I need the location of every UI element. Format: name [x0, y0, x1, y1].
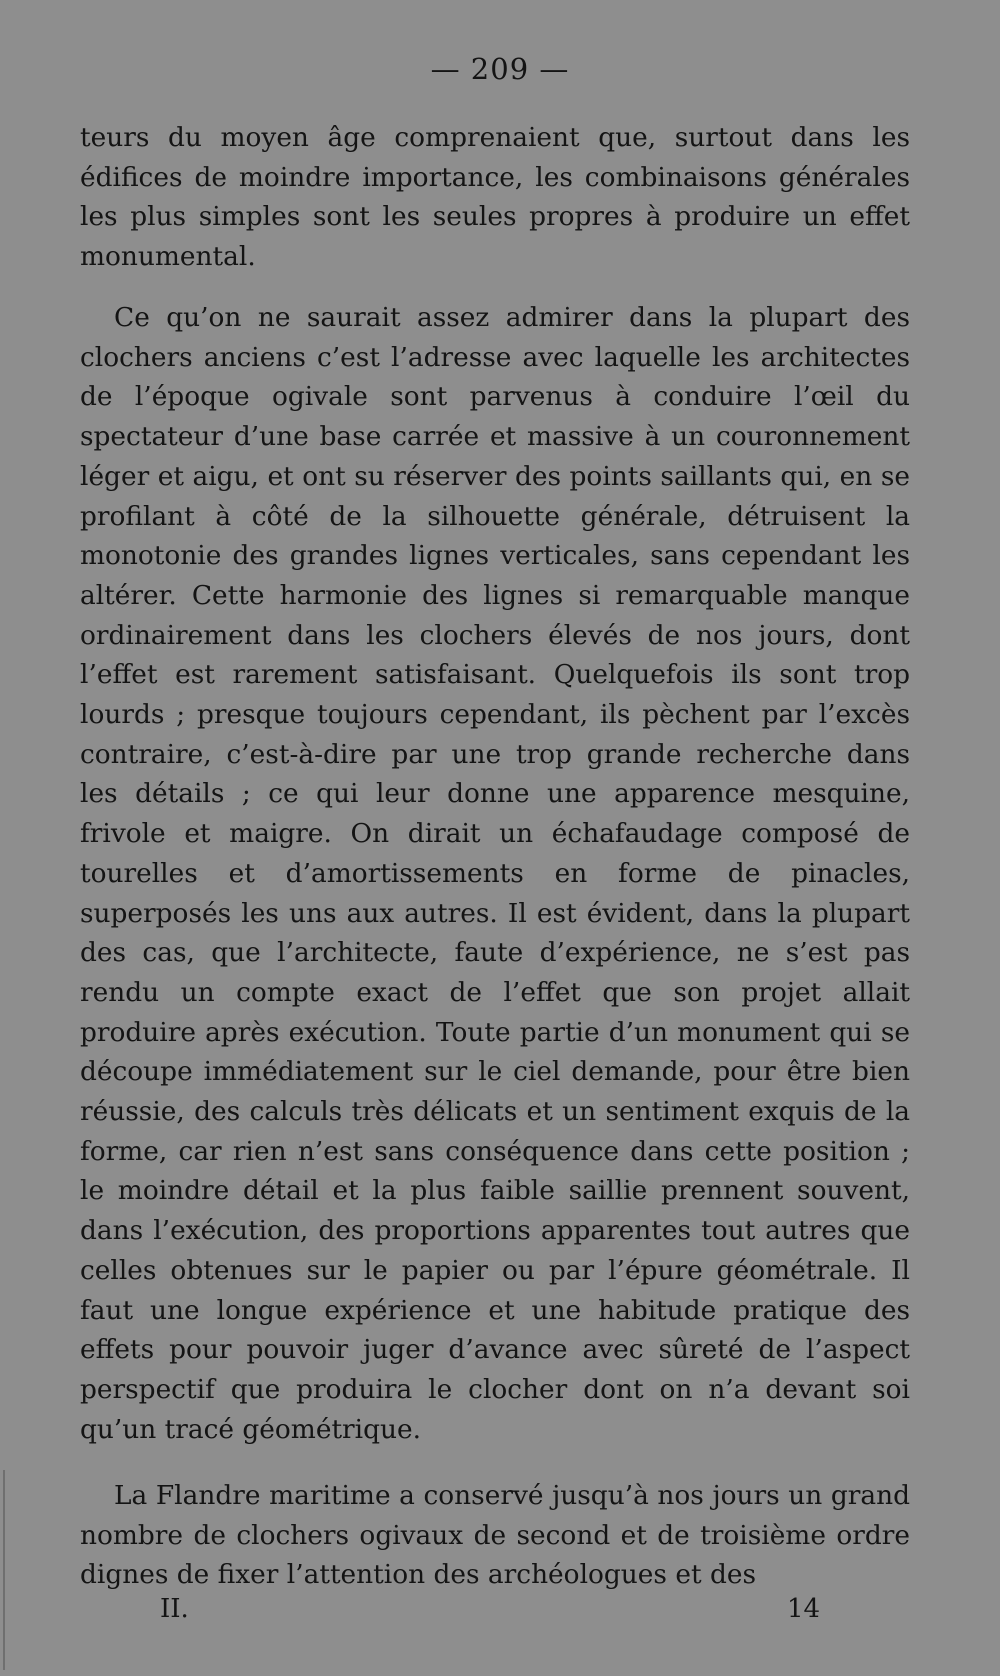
sheet-number: 14	[787, 1594, 821, 1624]
scan-margin-mark	[3, 1470, 5, 1670]
paragraph-text-2: Ce qu’on ne saurait assez admirer dans la plupart des clochers anciens c’est l’adresse avec laquelle les architectes de l’époque ogivale sont parvenus à conduire l’œil du spectateur d’une base carrée et massive à un couronnement léger et aigu, et ont su réserver des points saillants qui, en se profilant à côté de la silhouette générale, détruisent la monotonie des grandes lignes verticales, sans cependant les altérer. Cette harmonie des lignes si remarquable manque ordinairement dans les clochers élevés de nos jours, dont l’effet est rarement satisfaisant. Quelquefois ils sont trop lourds ; presque toujours cependant, ils pèchent par l’excès contraire, c’est-à-dire par une trop grande recherche dans les détails ; ce qui leur donne une apparence mesquine, frivole et maigre. On dirait un échafaudage composé de tourelles et d’amortissements en forme de pinacles, superposés les uns aux autres. Il est évident, dans la plupart des cas, que l’architecte, faute d’expérience, ne s’est pas rendu un compte exact de l’effet que son projet allait produire après exécution. Toute partie d’un monument qui se découpe immédiatement sur le ciel demande, pour être bien réussie, des calculs très délicats et un sentiment exquis de la forme, car rien n’est sans conséquence dans cette position ; le moindre détail et la plus faible saillie prennent souvent, dans l’exécution, des proportions apparentes tout autres que celles obtenues sur le papier ou par l’épure géométrale. Il faut une longue expérience et une habitude pratique des effets pour pouvoir juger d’avance avec sûreté de l’aspect perspectif que produira le clocher dont on n’a devant soi qu’un tracé géométrique.	[80, 302, 910, 1445]
paragraph-continuation	[80, 118, 910, 277]
paragraph-flandre	[80, 1476, 910, 1595]
page-number: — 209 —	[430, 52, 570, 86]
signature-mark: II.	[160, 1594, 189, 1624]
paragraph-text-3: La Flandre maritime a conservé jusqu’à nos jours un grand nombre de clochers ogivaux de second et de troisième ordre dignes de fixer l’attention des archéologues et des	[80, 1480, 910, 1591]
paragraph-text-1: teurs du moyen âge comprenaient que, surtout dans les édifices de moindre importance, les combinaisons générales les plus simples sont les seules propres à produire un effet monumental.	[80, 122, 910, 273]
paragraph-clochers	[80, 298, 910, 1449]
